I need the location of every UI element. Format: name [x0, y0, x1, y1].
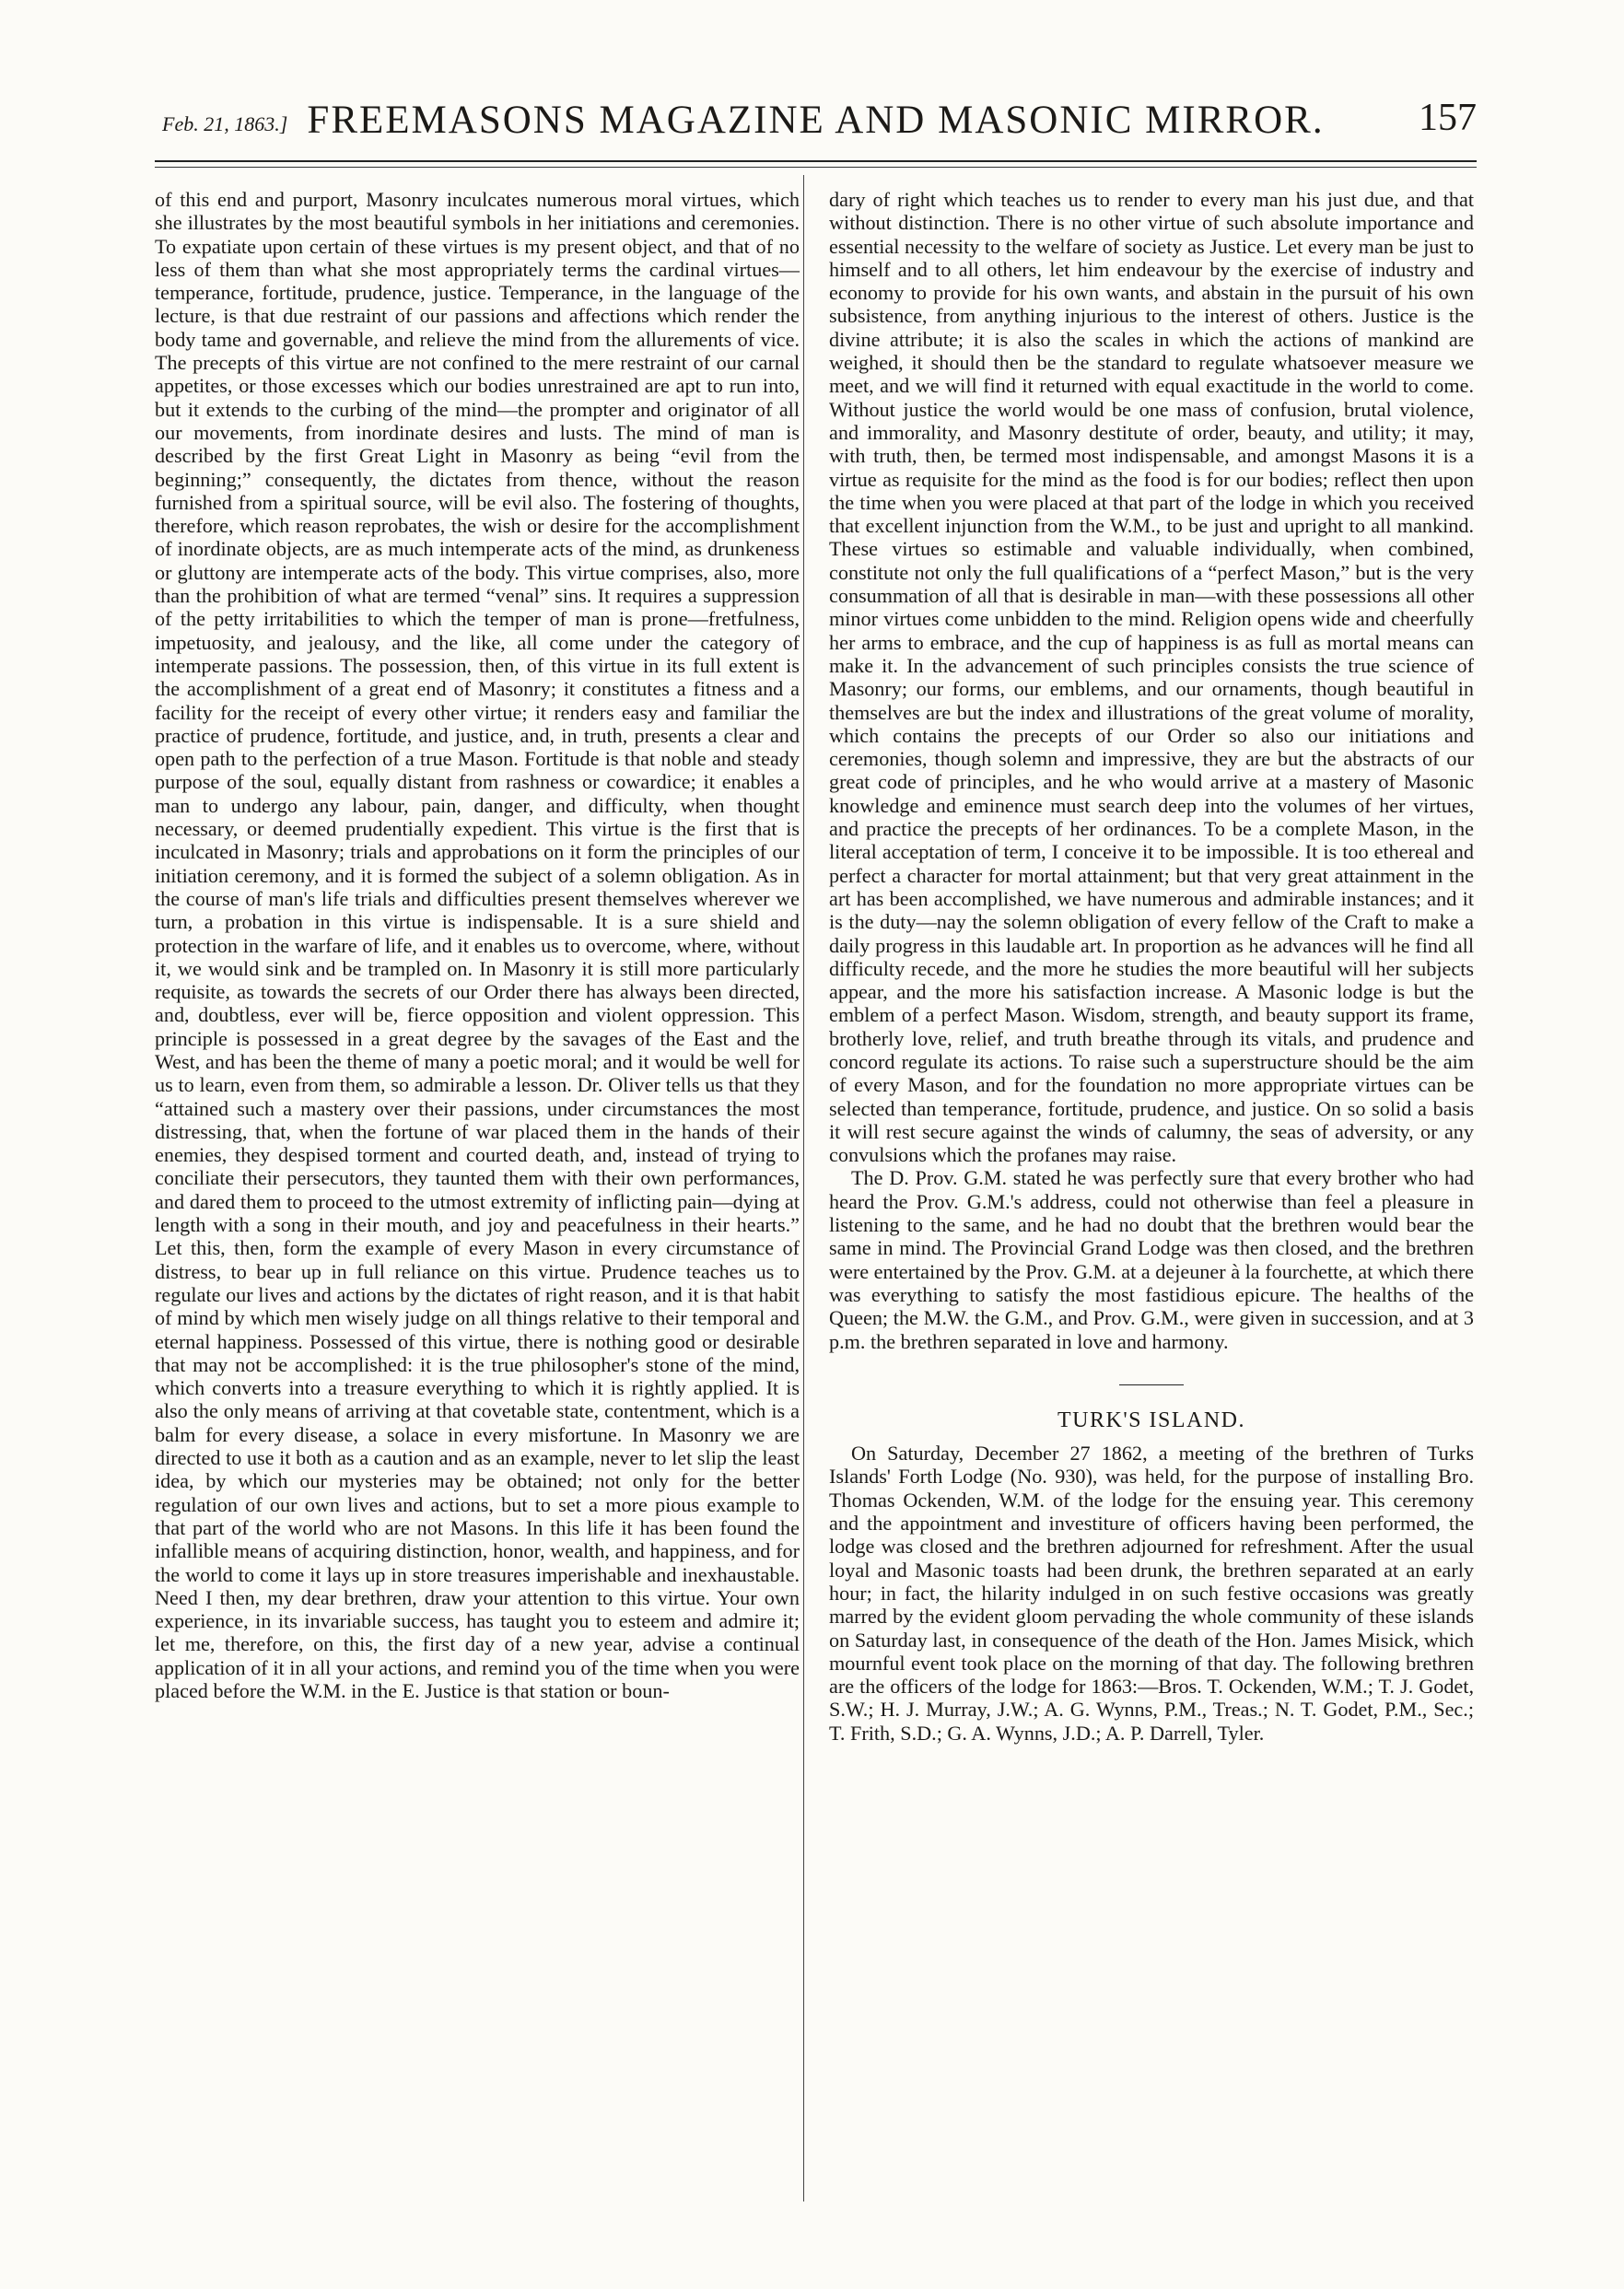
issue-date: Feb. 21, 1863.] [162, 112, 288, 135]
header-rule-thin [155, 167, 1477, 168]
right-paragraph-2: The D. Prov. G.M. stated he was perfectly sure that every brother who had heard the Prov. G.M.'s address, could not otherwise than feel a pleasure in listening to the same, and he had no doubt that the brethren would bear the same in mind. The Provincial Grand Lodge was then closed, and the brethren were entertained by the Prov. G.M. at a dejeuner à la fourchette, at which there was everything to satisfy the most fastidious epicure. The healths of the Queen; the M.W. the G.M., and Prov. G.M., were given in succession, and at 3 p.m. the brethren separated in love and harmony. [829, 1166, 1474, 1353]
right-paragraph-1: dary of right which teaches us to render to every man his just due, and that without distinction. There is no other virtue of such absolute importance and essential necessity to the welfare of society as Justice. Let every man be just to himself and to all others, let him endeavour by the exercise of industry and economy to provide for his own wants, and abstain in the pursuit of his own subsistence, from anything injurious to the interest of others. Justice is the divine attribute; it is also the scales in which the actions of mankind are weighed, it should then be the standard to regulate whatsoever measure we meet, and we will find it returned with equal exactitude in the world to come. Without justice the world would be one mass of confusion, brutal violence, and immorality, and Masonry destitute of order, beauty, and utility; it may, with truth, then, be termed most indispensable, and amongst Masons it is a virtue as requisite for the mind as the food is for our bodies; reflect then upon the time when you were placed at that part of the lodge in which you received that excellent injunction from the W.M., to be just and upright to all mankind. These virtues so estimable and valuable individually, when combined, constitute not only the full qualifications of a “perfect Mason,” but is the very consummation of all that is desirable in man—with these possessions all other minor virtues come unbidden to the mind. Religion opens wide and cheerfully her arms to embrace, and the cup of happiness is as full as mortal means can make it. In the advancement of such principles consists the true science of Masonry; our forms, our emblems, and our ornaments, though beautiful in themselves are but the index and illustrations of the great volume of morality, which contains the precepts of our Order so also our initiations and ceremonies, though solemn and impressive, they are but the abstracts of our great code of principles, and he who would arrive at a mastery of Masonic knowledge and eminence must search deep into the volumes of her virtues, and practice the precepts of her ordinances. To be a complete Mason, in the literal acceptation of term, I conceive it to be impossible. It is too ethereal and perfect a character for mortal attainment; but that very great attainment in the art has been accomplished, we have numerous and admirable instances; and it is the duty—nay the solemn obligation of every fellow of the Craft to make a daily progress in this laudable art. In proportion as he advances will he find all difficulty recede, and the more he studies the more beautiful will her subjects appear, and the more his satisfaction increase. A Masonic lodge is but the emblem of a perfect Mason. Wisdom, strength, and beauty support its frame, brotherly love, relief, and truth breathe through its vitals, and prudence and concord regulate its actions. To raise such a superstructure should be the aim of every Mason, and for the foundation no more appropriate virtues can be selected than temperance, fortitude, prudence, and justice. On so solid a basis it will rest secure against the winds of calumny, the seas of adversity, or any convulsions which the profanes may raise. [829, 188, 1474, 1167]
left-paragraph-1: of this end and purport, Masonry inculcates numerous moral virtues, which she illustrates by the most beautiful symbols in her initiations and ceremonies. To expatiate upon certain of these virtues is my present object, and that of no less of them than what she most appropriately terms the cardinal virtues—temperance, fortitude, prudence, justice. Temperance, in the language of the lecture, is that due restraint of our passions and affections which render the body tame and governable, and relieve the mind from the allurements of vice. The precepts of this virtue are not confined to the mere restraint of our carnal appetites, or those excesses which our bodies unrestrained are apt to run into, but it extends to the curbing of the mind—the prompter and originator of all our movements, from inordinate desires and lusts. The mind of man is described by the first Great Light in Masonry as being “evil from the beginning;” consequently, the dictates from thence, without the reason furnished from a spiritual source, will be evil also. The fostering of thoughts, therefore, which reason reprobates, the wish or desire for the accomplishment of inordinate objects, are as much intemperate acts of the mind, as drunkeness or gluttony are intemperate acts of the body. This virtue comprises, also, more than the prohibition of what are termed “venal” sins. It requires a suppression of the petty irritabilities to which the temper of man is prone—fretfulness, impetuosity, and jealousy, and the like, all come under the category of intemperate passions. The possession, then, of this virtue in its full extent is the accomplishment of a great end of Masonry; it constitutes a fitness and a facility for the receipt of every other virtue; it renders easy and familiar the practice of prudence, fortitude, and justice, and, in truth, presents a clear and open path to the perfection of a true Mason. Fortitude is that noble and steady purpose of the soul, equally distant from rashness or cowardice; it enables a man to undergo any labour, pain, danger, and difficulty, when thought necessary, or deemed prudentially expedient. This virtue is the first that is inculcated in Masonry; trials and approbations on it form the principles of our initiation ceremony, and it is formed the subject of a solemn obligation. As in the course of man's life trials and difficulties present themselves wherever we turn, a probation in this virtue is indispensable. It is a sure shield and protection in the warfare of life, and it enables us to overcome, where, without it, we would sink and be trampled on. In Masonry it is still more particularly requisite, as towards the secrets of our Order there has always been directed, and, doubtless, ever will be, fierce opposition and violent oppression. This principle is possessed in a great degree by the savages of the East and the West, and has been the theme of many a poetic moral; and it would be well for us to learn, even from them, so admirable a lesson. Dr. Oliver tells us that they “attained such a mastery over their passions, under circumstances the most distressing, that, when the fortune of war placed them in the hands of their enemies, they despised torment and courted death, and, instead of trying to conciliate their persecutors, they taunted them with their own performances, and dared them to proceed to the utmost extremity of inflicting pain—dying at length with a song in their mouth, and joy and peacefulness in their hearts.” Let this, then, form the example of every Mason in every circumstance of distress, to bear up in full reliance on this virtue. Prudence teaches us to regulate our lives and actions by the dictates of right reason, and it is that habit of mind by which men wisely judge on all things relative to their temporal and eternal happiness. Possessed of this virtue, there is nothing good or desirable that may not be accomplished: it is the true philosopher's stone of the mind, which converts into a treasure everything to which it is rightly applied. It is also the only means of arriving at that covetable state, contentment, which is a balm for every disease, a solace in every misfortune. In Masonry we are directed to use it both as a caution and as an example, never to let slip the least idea, by which our mysteries may be obtained; not only for the better regulation of our own lives and actions, but to set a more pious example to that part of the world who are not Masons. In this life it has been found the infallible means of acquiring distinction, honor, wealth, and happiness, and for the world to come it lays up in store treasures imperishable and inexhaustable. Need I then, my dear brethren, draw your attention to this virtue. Your own experience, in its invariable success, has taught you to esteem and admire it; let me, therefore, on this, the first day of a new year, advise a continual application of it in all your actions, and remind you of the time when you were placed before the W.M. in the E. Justice is that station or boun- [155, 188, 800, 1702]
section-title-turks-island: TURK'S ISLAND. [1057, 1407, 1245, 1432]
right-paragraph-3: On Saturday, December 27 1862, a meeting of the brethren of Turks Islands' Forth Lodge (No. 930), was held, for the purpose of installing Bro. Thomas Ockenden, W.M. of the lodge for the ensuing year. This ceremony and the appointment and investiture of officers having been performed, the lodge was closed and the brethren adjourned for refreshment. After the usual loyal and Masonic toasts had been drunk, the brethren separated at an early hour; in fact, the hilarity indulged in on such festive occasions was greatly marred by the evident gloom pervading the whole community of these islands on Saturday last, in consequence of the death of the Hon. James Misick, which mournful event took place on the morning of that day. The following brethren are the officers of the lodge for 1863:—Bros. T. Ockenden, W.M.; T. J. Godet, S.W.; H. J. Murray, J.W.; A. G. Wynns, P.M., Treas.; N. T. Godet, P.M., Sec.; T. Frith, S.D.; G. A. Wynns, J.D.; A. P. Darrell, Tyler. [829, 1442, 1474, 1745]
column-divider [803, 175, 804, 2201]
section-rule [1119, 1384, 1184, 1385]
right-column [829, 188, 1474, 1745]
left-column [155, 188, 800, 1702]
page-number: 157 [1419, 97, 1477, 139]
running-head [155, 92, 1477, 147]
magazine-title: FREEMASONS MAGAZINE AND MASONIC MIRROR. [307, 99, 1325, 142]
header-rule-thick [155, 160, 1477, 162]
